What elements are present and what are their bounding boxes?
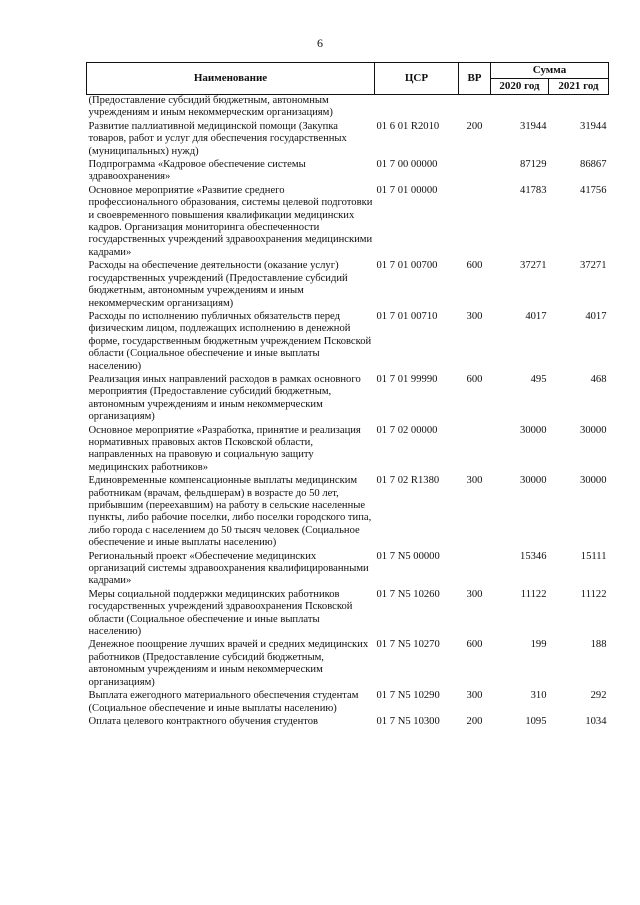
cell-sum-2021 <box>549 95 609 121</box>
table-row <box>87 311 609 374</box>
cell-vr: 300 <box>466 690 483 702</box>
cell-sum-2021: 31944 <box>580 120 607 132</box>
cell-name: Расходы по исполнению публичных обязательств перед физическим лицом, подлежащих исполнению в денежной форме, государственным бюджетным учреждением Псковской области (Социальное обеспечение и иные выплаты населению) <box>88 310 372 372</box>
cell-sum-2020: 15346 <box>520 550 547 562</box>
cell-name: Развитие паллиативной медицинской помощи (Закупка товаров, работ и услуг для обеспечения государственных (муниципальных) нужд) <box>88 120 347 157</box>
cell-sum-2021: 30000 <box>580 475 607 487</box>
table-row <box>87 639 609 690</box>
header-csr: ЦСР <box>375 63 459 95</box>
cell-name: Оплата целевого контрактного обучения студентов <box>88 715 319 727</box>
cell-sum-2020: 4017 <box>525 310 547 322</box>
budget-table <box>86 62 609 729</box>
cell-vr: 300 <box>466 475 483 487</box>
header-name: Наименование <box>87 63 375 95</box>
cell-name: Единовременные компенсационные выплаты медицинским работникам (врачам, фельдшерам) в возрасте до 50 лет, прибывшим (переехавшим) на работу в сельские населенные пункты, либо рабочие поселки, либо поселки городского типа, либо города с населением до 50 тысяч человек (Социальное обеспечение и иные выплаты населению) <box>88 475 372 549</box>
cell-vr: 300 <box>466 588 483 600</box>
cell-sum-2021: 4017 <box>585 310 607 322</box>
cell-csr: 01 7 N5 10300 <box>376 715 440 727</box>
cell-vr: 300 <box>466 310 483 322</box>
table-row <box>87 425 609 476</box>
cell-sum-2021: 30000 <box>580 424 607 436</box>
cell-sum-2021: 11122 <box>580 588 607 600</box>
cell-csr: 01 7 N5 00000 <box>376 550 440 562</box>
cell-name: Расходы на обеспечение деятельности (оказание услуг) государственных учреждений (Предоставление субсидий бюджетным, автономным учреждениям и иным некоммерческим организациям) <box>88 260 348 309</box>
cell-sum-2021: 188 <box>590 639 607 651</box>
cell-vr <box>459 95 491 121</box>
header-vr: ВР <box>459 63 491 95</box>
cell-csr: 01 7 01 00710 <box>376 310 438 322</box>
cell-sum-2020: 87129 <box>520 159 547 171</box>
cell-sum-2020 <box>491 95 549 121</box>
cell-name: Подпрограмма «Кадровое обеспечение системы здравоохранения» <box>88 159 306 183</box>
cell-vr <box>459 185 491 260</box>
cell-sum-2021: 86867 <box>580 159 607 171</box>
cell-vr <box>459 159 491 185</box>
table-row <box>87 185 609 260</box>
cell-csr: 01 7 01 00700 <box>376 260 438 272</box>
cell-vr: 200 <box>466 120 483 132</box>
cell-sum-2020: 30000 <box>520 424 547 436</box>
cell-sum-2021: 292 <box>590 690 607 702</box>
cell-csr: 01 7 N5 10260 <box>376 588 440 600</box>
cell-vr: 200 <box>466 715 483 727</box>
cell-vr: 600 <box>466 373 483 385</box>
cell-name: Выплата ежегодного материального обеспечения студентам (Социальное обеспечение и иные выплаты населению) <box>88 690 359 714</box>
cell-name: Реализация иных направлений расходов в рамках основного мероприятия (Предоставление субсидий бюджетным, автономным учреждениям и иным некоммерческим организациям) <box>88 373 361 423</box>
table-row <box>87 374 609 425</box>
cell-sum-2020: 310 <box>530 690 547 702</box>
cell-vr <box>459 551 491 589</box>
cell-name: Основное мероприятие «Развитие среднего профессионального образования, системы целевой подготовки и своевременного повышения квалификации медицинских кадров. Организация мониторинга обеспеченности государственных учреждений здравоохранения медицинскими кадрами» <box>88 184 373 258</box>
cell-vr: 600 <box>466 639 483 651</box>
cell-csr: 01 7 01 99990 <box>376 373 438 385</box>
cell-sum-2020: 37271 <box>520 260 547 272</box>
table-row <box>87 475 609 550</box>
cell-sum-2020: 31944 <box>520 120 547 132</box>
cell-sum-2021: 41756 <box>580 184 607 196</box>
cell-sum-2021: 37271 <box>580 260 607 272</box>
cell-csr: 01 7 N5 10290 <box>376 690 440 702</box>
header-sum: Сумма <box>491 63 609 79</box>
cell-csr: 01 6 01 R2010 <box>376 120 440 132</box>
cell-sum-2021: 468 <box>590 373 607 385</box>
page-number: 6 <box>317 36 323 50</box>
table-row <box>87 95 609 121</box>
cell-sum-2020: 495 <box>530 373 547 385</box>
table-row <box>87 716 609 729</box>
cell-sum-2020: 11122 <box>520 588 547 600</box>
cell-sum-2020: 41783 <box>520 184 547 196</box>
cell-vr <box>459 425 491 476</box>
table-row <box>87 121 609 159</box>
cell-csr: 01 7 01 00000 <box>376 184 438 196</box>
cell-sum-2021: 1034 <box>585 715 607 727</box>
cell-name: Основное мероприятие «Разработка, принятие и реализация нормативных правовых актов Псковской области, направленных на правовую и социальную защиту медицинских работников» <box>88 424 361 473</box>
table-header <box>87 63 609 95</box>
cell-name: (Предоставление субсидий бюджетным, автономным учреждениям и иным некоммерческим организациям) <box>88 95 333 119</box>
cell-csr: 01 7 N5 10270 <box>376 639 440 651</box>
table-row <box>87 159 609 185</box>
table-row <box>87 690 609 716</box>
cell-sum-2020: 30000 <box>520 475 547 487</box>
header-year-2021: 2021 год <box>549 79 609 95</box>
table-row <box>87 260 609 311</box>
cell-sum-2020: 199 <box>530 639 547 651</box>
table-body <box>87 95 609 730</box>
cell-csr: 01 7 02 R1380 <box>376 475 440 487</box>
header-year-2020: 2020 год <box>491 79 549 95</box>
cell-name: Меры социальной поддержки медицинских работников государственных учреждений здравоохранения Псковской области (Социальное обеспечение и иные выплаты населению) <box>88 588 353 638</box>
cell-csr <box>375 95 459 121</box>
cell-name: Денежное поощрение лучших врачей и средних медицинских работников (Предоставление субсидий бюджетным, автономным учреждениям и иным некоммерческим организациям) <box>88 639 369 688</box>
cell-sum-2020: 1095 <box>525 715 547 727</box>
table-row <box>87 589 609 640</box>
cell-name: Региональный проект «Обеспечение медицинских организаций системы здравоохранения квалифицированными кадрами» <box>88 550 369 587</box>
table-row <box>87 551 609 589</box>
cell-csr: 01 7 02 00000 <box>376 424 438 436</box>
cell-vr: 600 <box>466 260 483 272</box>
cell-csr: 01 7 00 00000 <box>376 159 438 171</box>
cell-sum-2021: 15111 <box>580 550 607 562</box>
